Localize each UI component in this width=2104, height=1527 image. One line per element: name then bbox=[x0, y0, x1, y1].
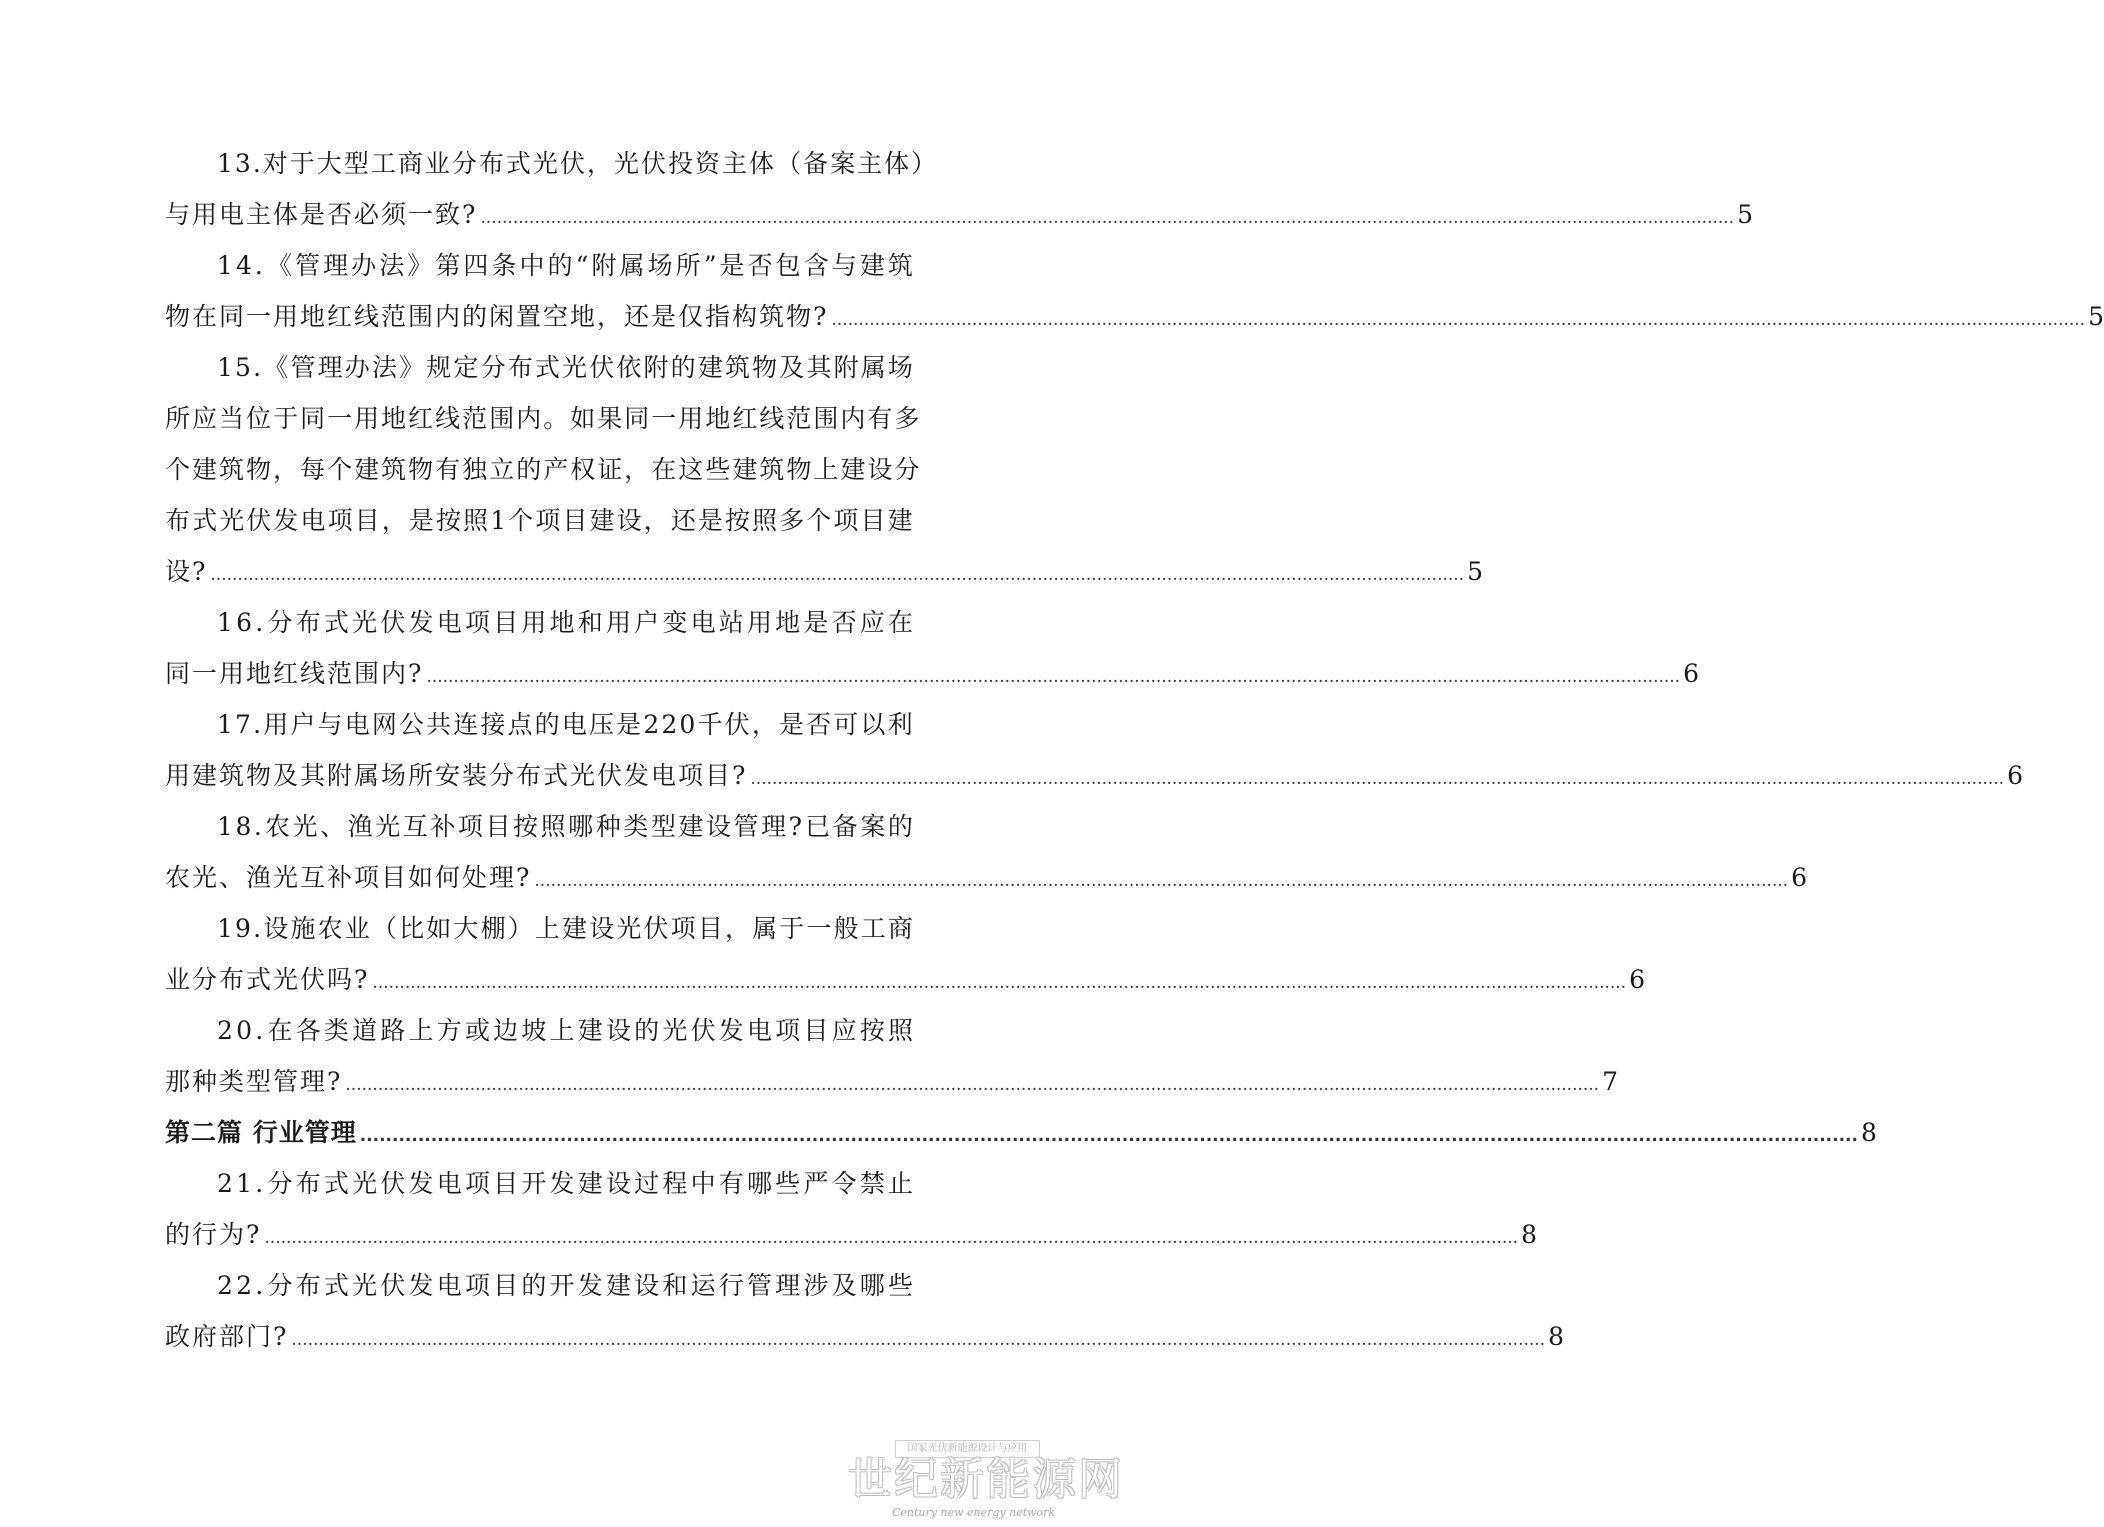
toc-line bbox=[165, 138, 939, 189]
toc-line-text: 2 1 . 分 布 式 光 伏 发 电 项 目 开 发 建 设 过 程 中 有 哪 些 严 令 禁 止 bbox=[217, 1169, 915, 1198]
toc-line bbox=[165, 903, 915, 954]
toc-line bbox=[165, 393, 922, 444]
toc-leader-dots bbox=[480, 189, 1734, 244]
toc-leader-dots bbox=[372, 954, 1626, 1009]
toc-leader-dots bbox=[360, 1107, 1858, 1162]
toc-line bbox=[165, 495, 915, 546]
toc-leader-dots bbox=[534, 852, 1788, 907]
toc-line bbox=[165, 546, 1483, 597]
toc-leader-dots bbox=[831, 291, 2085, 346]
watermark-english: Century new energy network bbox=[892, 1506, 1056, 1519]
toc-line-text: 1 3 . 对 于 大 型 工 商 业 分 布 式 光 伏 ， 光 伏 投 资 主 体 （ 备 案 主 体 ） bbox=[217, 149, 939, 178]
table-of-contents bbox=[165, 138, 2104, 1362]
toc-entry[interactable] bbox=[165, 699, 2023, 801]
toc-line-text: 2 0 . 在 各 类 道 路 上 方 或 边 坡 上 建 设 的 光 伏 发 电 项 目 应 按 照 bbox=[217, 1016, 915, 1045]
toc-leader-dots bbox=[291, 1311, 1545, 1366]
toc-line bbox=[165, 1209, 1537, 1260]
toc-line bbox=[165, 342, 915, 393]
toc-line-text: 布 式 光 伏 发 电 项 目 ， 是 按 照 1 个 项 目 建 设 ， 还 是 按 照 多 个 项 目 建 bbox=[165, 506, 915, 535]
watermark-brand: 世纪新能源网 bbox=[848, 1454, 1124, 1505]
toc-entry[interactable] bbox=[165, 597, 1699, 699]
toc-line bbox=[165, 1005, 915, 1056]
toc-line-text: 2 2 . 分 布 式 光 伏 发 电 项 目 的 开 发 建 设 和 运 行 管 理 涉 及 哪 些 bbox=[217, 1271, 915, 1300]
toc-page-number: 5 bbox=[1467, 557, 1483, 586]
watermark-logo bbox=[848, 1440, 1124, 1520]
toc-line bbox=[165, 1158, 915, 1209]
toc-line bbox=[165, 648, 1699, 699]
toc-line-text: 1 9 . 设 施 农 业 （ 比 如 大 棚 ） 上 建 设 光 伏 项 目 ， 属 于 一 般 工 商 bbox=[217, 914, 915, 943]
toc-entry[interactable] bbox=[165, 240, 2104, 342]
toc-line-text: 同一用地红线范围内? bbox=[165, 659, 424, 688]
toc-leader-dots bbox=[210, 546, 1464, 601]
toc-line-text: 的行为? bbox=[165, 1220, 262, 1249]
toc-leader-dots bbox=[750, 750, 2004, 805]
toc-line-text: 1 6 . 分 布 式 光 伏 发 电 项 目 用 地 和 用 户 变 电 站 用 地 是 否 应 在 bbox=[217, 608, 915, 637]
toc-entry[interactable] bbox=[165, 801, 1807, 903]
toc-line bbox=[165, 240, 915, 291]
toc-line-text: 物在同一用地红线范围内的闲置空地，还是仅指构筑物? bbox=[165, 302, 829, 331]
toc-line bbox=[165, 699, 915, 750]
toc-page-number: 5 bbox=[1737, 200, 1753, 229]
toc-line-text: 1 8 . 农 光 、 渔 光 互 补 项 目 按 照 哪 种 类 型 建 设 管 理 ? 已 备 案 的 bbox=[217, 812, 915, 841]
toc-leader-dots bbox=[345, 1056, 1599, 1111]
toc-line-text: 设? bbox=[165, 557, 208, 586]
toc-line-text: 那种类型管理? bbox=[165, 1067, 343, 1096]
toc-line-text: 业分布式光伏吗? bbox=[165, 965, 370, 994]
toc-line-text: 用建筑物及其附属场所安装分布式光伏发电项目? bbox=[165, 761, 748, 790]
toc-line bbox=[165, 597, 915, 648]
toc-entry[interactable] bbox=[165, 903, 1645, 1005]
toc-leader-dots bbox=[264, 1209, 1518, 1264]
toc-line-text: 1 4 . 《 管 理 办 法 》 第 四 条 中 的 “ 附 属 场 所 ” 是 否 包 含 与 建 筑 bbox=[217, 251, 915, 280]
toc-page-number: 6 bbox=[1683, 659, 1699, 688]
toc-line-text: 与用电主体是否必须一致? bbox=[165, 200, 478, 229]
toc-line bbox=[165, 1260, 915, 1311]
toc-page-number: 6 bbox=[1629, 965, 1645, 994]
toc-entry[interactable] bbox=[165, 342, 1483, 597]
toc-page-number: 6 bbox=[1791, 863, 1807, 892]
watermark-top-text: 国家光伏新能源设计与应用 bbox=[895, 1440, 1040, 1458]
toc-entry[interactable] bbox=[165, 138, 1753, 240]
toc-line bbox=[165, 750, 2023, 801]
toc-entry[interactable] bbox=[165, 1260, 1564, 1362]
toc-line-text: 第二篇 行业管理 bbox=[165, 1118, 357, 1147]
toc-page-number: 6 bbox=[2007, 761, 2023, 790]
toc-page-number: 7 bbox=[1602, 1067, 1618, 1096]
toc-line-text: 政府部门? bbox=[165, 1322, 289, 1351]
toc-line bbox=[165, 852, 1807, 903]
toc-leader-dots bbox=[426, 648, 1680, 703]
toc-page-number: 8 bbox=[1860, 1118, 1877, 1147]
toc-line-text: 个 建 筑 物 ， 每 个 建 筑 物 有 独 立 的 产 权 证 ， 在 这 些 建 筑 物 上 建 设 分 bbox=[165, 455, 922, 484]
toc-line-text: 1 5 . 《 管 理 办 法 》 规 定 分 布 式 光 伏 依 附 的 建 筑 物 及 其 附 属 场 bbox=[217, 353, 915, 382]
toc-line-text: 1 7 . 用 户 与 电 网 公 共 连 接 点 的 电 压 是 2 2 0 千 伏 ， 是 否 可 以 利 bbox=[217, 710, 915, 739]
toc-line bbox=[165, 291, 2104, 342]
toc-page-number: 8 bbox=[1548, 1322, 1564, 1351]
toc-line bbox=[165, 189, 1753, 240]
toc-entry[interactable] bbox=[165, 1005, 1618, 1107]
toc-line bbox=[165, 444, 922, 495]
toc-line-text: 所 应 当 位 于 同 一 用 地 红 线 范 围 内 。 如 果 同 一 用 地 红 线 范 围 内 有 多 bbox=[165, 404, 922, 433]
toc-page-number: 5 bbox=[2088, 302, 2104, 331]
toc-entry[interactable] bbox=[165, 1158, 1537, 1260]
toc-line-text: 农光、渔光互补项目如何处理? bbox=[165, 863, 532, 892]
toc-line bbox=[165, 801, 915, 852]
toc-line bbox=[165, 1107, 1877, 1158]
toc-section-heading[interactable] bbox=[165, 1107, 1877, 1158]
toc-page-number: 8 bbox=[1521, 1220, 1537, 1249]
toc-line bbox=[165, 954, 1645, 1005]
toc-line bbox=[165, 1056, 1618, 1107]
toc-line bbox=[165, 1311, 1564, 1362]
